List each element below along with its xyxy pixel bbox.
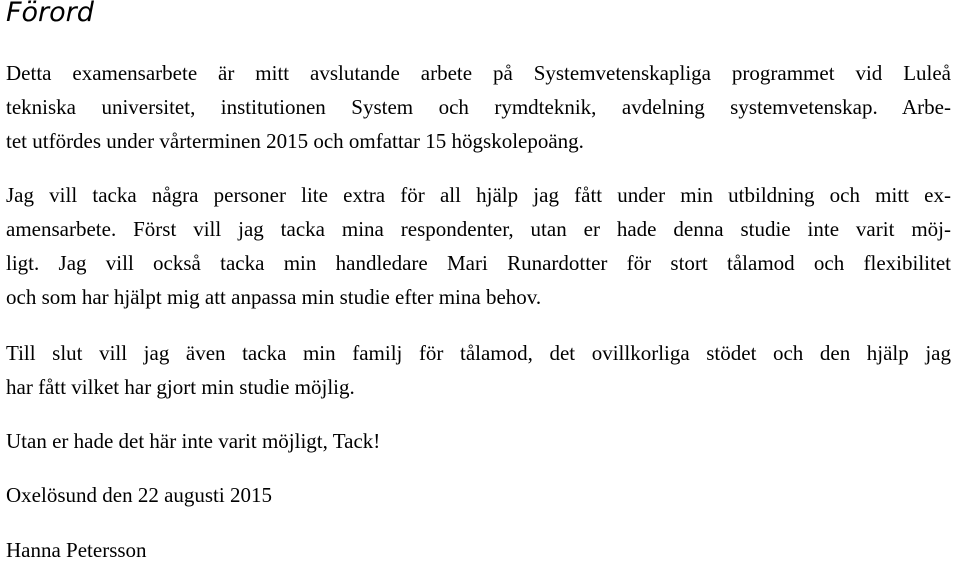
- paragraph-line: Detta examensarbete är mitt avslutande arbete på Systemvetenskapliga programmet vid Luleå: [6, 61, 951, 85]
- paragraph-line: tekniska universitet, institutionen System och rymdteknik, avdelning systemvetenskap. Arbe-: [6, 95, 951, 119]
- paragraph-line: amensarbete. Först vill jag tacka mina respondenter, utan er hade denna studie inte varit möj-: [6, 217, 951, 241]
- place-and-date: Oxelösund den 22 augusti 2015: [6, 483, 272, 507]
- closing-thanks: Utan er hade det här inte varit möjligt, Tack!: [6, 429, 381, 453]
- paragraph-line: tet utfördes under vårterminen 2015 och omfattar 15 högskolepoäng.: [6, 129, 584, 153]
- paragraph-line: ligt. Jag vill också tacka min handledare Mari Runardotter för stort tålamod och flexibilitet: [6, 251, 951, 275]
- author-signature: Hanna Petersson: [6, 538, 147, 562]
- paragraph-line: Jag vill tacka några personer lite extra för all hjälp jag fått under min utbildning och mitt ex-: [6, 183, 951, 207]
- paragraph-line: och som har hjälpt mig att anpassa min studie efter mina behov.: [6, 285, 542, 309]
- paragraph-line: har fått vilket har gjort min studie möjlig.: [6, 375, 355, 399]
- paragraph-line: Till slut vill jag även tacka min familj för tålamod, det ovillkorliga stödet och den hjälp jag: [6, 341, 951, 365]
- page-title: Förord: [6, 0, 94, 28]
